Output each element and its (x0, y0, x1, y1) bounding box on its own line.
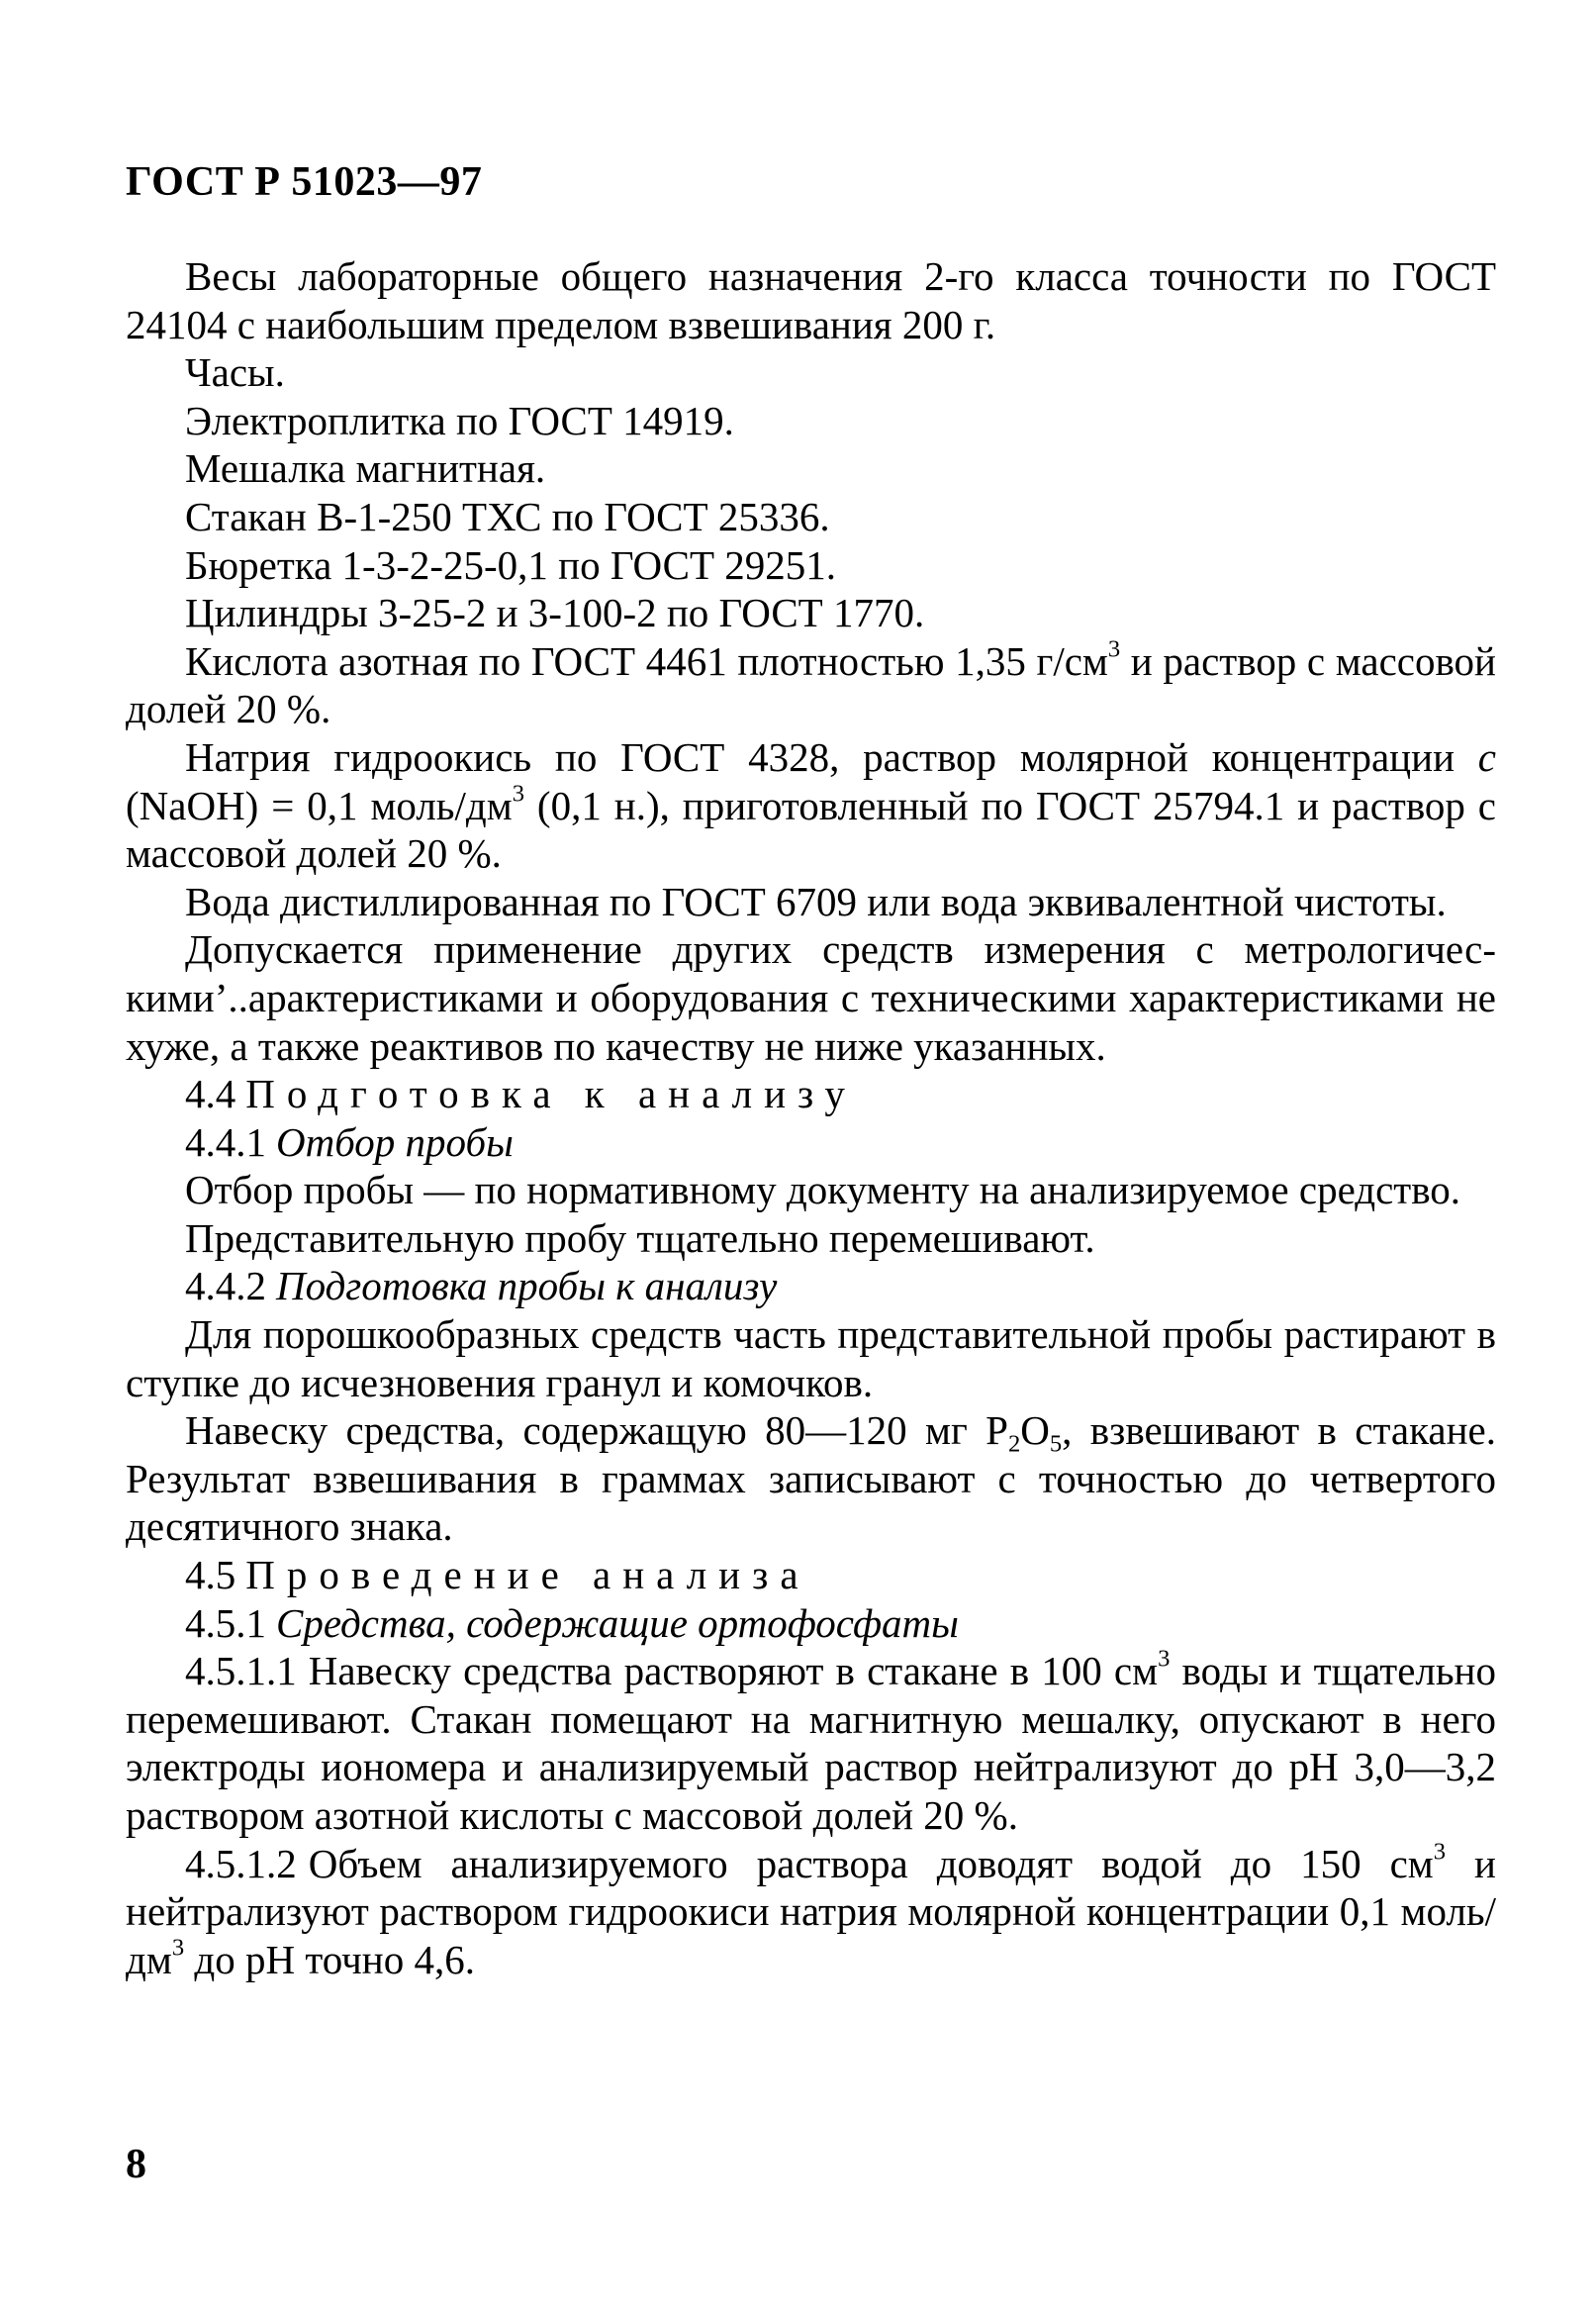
paragraph-beaker: Стакан В-1-250 ТХС по ГОСТ 25336. (185, 493, 830, 539)
paragraph-4-5-1-1: 4.5.1.1 Навеску средства растворяют в стакане в 100 $см^3$ воды и тщательно перемешивают. Стакан помещают на магнитную мешалку, опускают в него электроды иономера и анализируемый раствор нейтрализуют до pH 3,0—3,2 раствором азотной кислоты с массовой долей 20 %. (126, 1645, 1496, 1838)
section-heading-4-5: 4.5 Проведение анализа (185, 1552, 810, 1598)
section-heading-4-4: 4.4 Подготовка к анализу (185, 1071, 857, 1117)
paragraph-allowed: Допускается применение других средств измерения с метрологичес- кими’..арактеристиками и оборудования с техническими характеристиками не хуже, а также реактивов по качеству не ниже указанных. (126, 926, 1496, 1069)
paragraph-cylinders: Цилиндры 3-25-2 и 3-100-2 по ГОСТ 1770. (185, 590, 925, 636)
paragraph-sodium-hydroxide: Натрия гидроокись по ГОСТ 4328, раствор молярной концентрации с (NaOH) = 0,1 моль/$дм^3$ (0,1 н.), приготовленный по ГОСТ 25794.1 и раствор с массовой долей 20 %. (126, 733, 1497, 877)
paragraph-sampling: Отбор пробы — по нормативному документу на анализируемое средство. (185, 1167, 1461, 1213)
subsection-heading-4-4-2: 4.4.2 Подготовка пробы к анализу (185, 1263, 778, 1309)
page-content (126, 252, 1496, 1983)
paragraph-water: Вода дистиллированная по ГОСТ 6709 или вода эквивалентной чистоты. (185, 878, 1447, 924)
page-header: ГОСТ Р 51023—97 (126, 159, 483, 205)
paragraph-mix: Представительную пробу тщательно перемешивают. (185, 1214, 1095, 1261)
paragraph-powder: Для порошкообразных средств часть представительной пробы растирают в ступке до исчезновения гранул и комочков. (126, 1311, 1496, 1405)
page-number: 8 (126, 2142, 146, 2187)
paragraph-weigh: Навеску средства, содержащую 80—120 мг $P_2O_5$, взвешивают в стакане. Результат взвешивания в граммах записывают с точностью до четвертого десятичного знака. (126, 1407, 1496, 1550)
paragraph-hotplate: Электроплитка по ГОСТ 14919. (185, 397, 734, 443)
paragraph-burette: Бюретка 1-3-2-25-0,1 по ГОСТ 29251. (185, 541, 837, 588)
paragraph-clock: Часы. (185, 349, 285, 396)
paragraph-4-5-1-2: 4.5.1.2 Объем анализируемого раствора доводят водой до 150 $см^3$ и нейтрализуют раствором гидроокиси натрия молярной концентрации 0,1 моль/$дм^3$ до рН точно 4,6. (126, 1838, 1496, 1982)
paragraph-stirrer: Мешалка магнитная. (185, 445, 546, 492)
paragraph-scales: Весы лабораторные общего назначения 2-го класса точности по ГОСТ 24104 с наибольшим пределом взвешивания 200 г. (126, 253, 1496, 347)
paragraph-nitric-acid: Кислота азотная по ГОСТ 4461 плотностью 1,35 $г/см^3$ и раствор с массовой долей 20 %. (126, 635, 1496, 732)
subsection-heading-4-5-1: 4.5.1 Средства, содержащие ортофосфаты (185, 1599, 959, 1646)
subsection-heading-4-4-1: 4.4.1 Отбор пробы (185, 1118, 514, 1165)
